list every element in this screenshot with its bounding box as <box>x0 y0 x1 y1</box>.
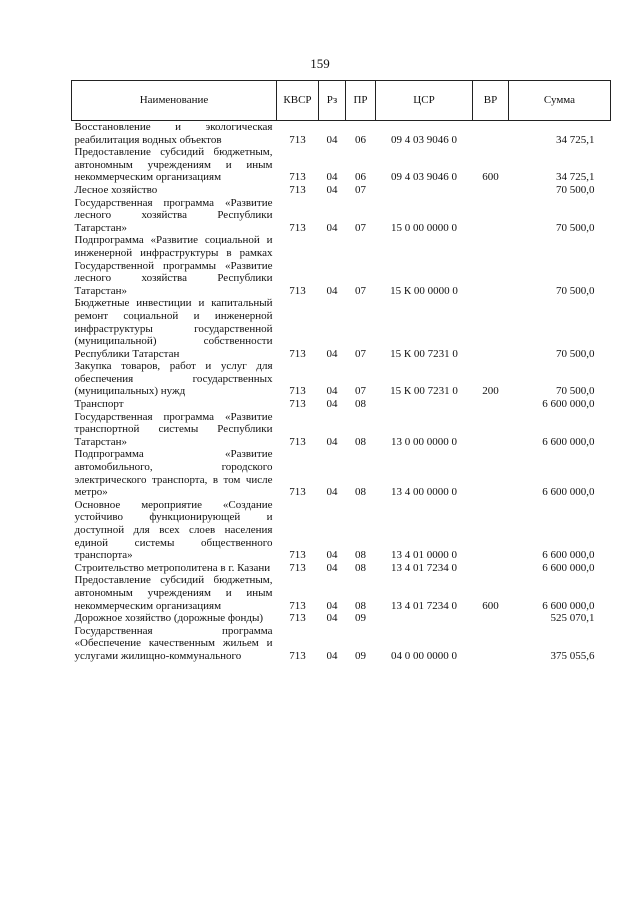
cell-pr: 08 <box>355 599 366 612</box>
cell-rz: 04 <box>326 435 338 448</box>
cell-pr: 09 <box>355 612 366 625</box>
cell-kvsr: 713 <box>289 133 306 146</box>
table-row <box>72 297 611 360</box>
cell-kvsr: 713 <box>289 398 306 411</box>
table-row <box>72 197 611 235</box>
cell-name: Лесное хозяйство <box>74 183 158 196</box>
budget-table <box>71 80 611 663</box>
cell-vr <box>473 197 509 235</box>
cell-name: Государственная программа «Развитие лесного хозяйства Республики Татарстан» <box>74 196 273 234</box>
cell-rz: 04 <box>326 171 338 184</box>
cell-kvsr: 713 <box>289 171 306 184</box>
cell-name: Подпрограмма «Развитие автомобильного, городского электрического транспорта, в том числе метро» <box>74 448 273 499</box>
cell-vr <box>473 398 509 411</box>
cell-csr: 04 0 00 0000 0 <box>391 649 457 662</box>
cell-name: Государственная программа «Развитие транспортной системы Республики Татарстан» <box>74 410 273 448</box>
table-row <box>72 234 611 297</box>
cell-pr: 07 <box>355 183 366 196</box>
cell-kvsr: 713 <box>289 599 306 612</box>
header-vr: ВР <box>473 81 509 121</box>
cell-sum: 70 500,0 <box>556 385 595 398</box>
cell-vr: 600 <box>482 599 499 612</box>
cell-name: Основное мероприятие «Создание устойчиво функционирующей и доступной для всех слоев населения единой системы общественного транспорта» <box>74 498 273 562</box>
cell-csr: 15 К 00 7231 0 <box>390 347 458 360</box>
table-row <box>72 612 611 625</box>
table-row <box>72 360 611 398</box>
cell-sum: 6 600 000,0 <box>542 486 595 499</box>
cell-name: Государственная программа «Обеспечение качественным жильем и услугами жилищно-коммунального <box>74 624 273 662</box>
header-pr: ПР <box>346 81 376 121</box>
cell-sum: 6 600 000,0 <box>542 561 595 574</box>
cell-kvsr: 713 <box>289 612 306 625</box>
header-kvsr: КВСР <box>277 81 319 121</box>
header-csr: ЦСР <box>376 81 473 121</box>
cell-sum: 525 070,1 <box>550 612 595 625</box>
cell-pr: 08 <box>355 549 366 562</box>
table-header-row <box>72 81 611 121</box>
cell-csr: 15 К 00 7231 0 <box>390 385 458 398</box>
cell-vr: 600 <box>482 171 499 184</box>
cell-vr <box>473 121 509 147</box>
cell-sum: 70 500,0 <box>556 347 595 360</box>
cell-pr: 07 <box>355 284 366 297</box>
cell-vr <box>473 562 509 575</box>
cell-sum: 6 600 000,0 <box>542 398 595 411</box>
cell-pr: 07 <box>355 385 366 398</box>
cell-csr: 13 4 01 7234 0 <box>391 599 457 612</box>
cell-vr <box>473 499 509 562</box>
table-row <box>72 499 611 562</box>
cell-pr: 08 <box>355 398 366 411</box>
cell-rz: 04 <box>326 486 338 499</box>
cell-rz: 04 <box>326 385 338 398</box>
cell-csr <box>376 612 473 625</box>
cell-csr: 13 4 01 7234 0 <box>391 561 457 574</box>
cell-csr: 13 0 00 0000 0 <box>391 435 457 448</box>
cell-vr <box>473 297 509 360</box>
cell-rz: 04 <box>326 612 338 625</box>
cell-name: Строительство метрополитена в г. Казани <box>74 561 271 574</box>
table-row <box>72 184 611 197</box>
cell-name: Предоставление субсидий бюджетным, автономным учреждениям и иным некоммерческим организациям <box>74 574 273 612</box>
cell-csr: 15 0 00 0000 0 <box>391 221 457 234</box>
cell-csr: 13 4 01 0000 0 <box>391 549 457 562</box>
cell-sum: 6 600 000,0 <box>542 599 595 612</box>
cell-vr <box>473 625 509 663</box>
table-row <box>72 448 611 498</box>
cell-kvsr: 713 <box>289 649 306 662</box>
cell-rz: 04 <box>326 599 338 612</box>
table-row <box>72 121 611 147</box>
cell-name: Дорожное хозяйство (дорожные фонды) <box>74 612 264 625</box>
cell-kvsr: 713 <box>289 549 306 562</box>
cell-rz: 04 <box>326 398 338 411</box>
table-row <box>72 574 611 612</box>
cell-name: Бюджетные инвестиции и капитальный ремонт социальной и инженерной инфраструктуры государственной (муниципальной) собственности Республики Татарстан <box>74 297 273 360</box>
cell-pr: 07 <box>355 221 366 234</box>
cell-sum: 34 725,1 <box>556 171 595 184</box>
cell-csr <box>376 398 473 411</box>
cell-csr: 09 4 03 9046 0 <box>391 171 457 184</box>
cell-pr: 07 <box>355 347 366 360</box>
cell-pr: 08 <box>355 561 366 574</box>
cell-kvsr: 713 <box>289 183 306 196</box>
cell-csr: 13 4 00 0000 0 <box>391 486 457 499</box>
cell-kvsr: 713 <box>289 221 306 234</box>
cell-sum: 34 725,1 <box>556 133 595 146</box>
cell-name: Восстановление и экологическая реабилитация водных объектов <box>74 121 273 146</box>
cell-rz: 04 <box>326 221 338 234</box>
cell-name: Закупка товаров, работ и услуг для обеспечения государственных (муниципальных) нужд <box>74 360 273 398</box>
cell-sum: 70 500,0 <box>556 183 595 196</box>
table-row <box>72 398 611 411</box>
cell-rz: 04 <box>326 284 338 297</box>
cell-sum: 375 055,6 <box>550 649 595 662</box>
table-row <box>72 625 611 663</box>
cell-kvsr: 713 <box>289 486 306 499</box>
header-sum: Сумма <box>509 81 611 121</box>
cell-pr: 09 <box>355 649 366 662</box>
cell-rz: 04 <box>326 133 338 146</box>
cell-vr <box>473 612 509 625</box>
cell-kvsr: 713 <box>289 284 306 297</box>
table-row <box>72 562 611 575</box>
cell-csr: 09 4 03 9046 0 <box>391 133 457 146</box>
page-number: 159 <box>310 56 330 71</box>
cell-kvsr: 713 <box>289 561 306 574</box>
cell-name: Транспорт <box>74 398 124 411</box>
table-row <box>72 146 611 184</box>
cell-vr <box>473 184 509 197</box>
cell-pr: 08 <box>355 435 366 448</box>
table-row <box>72 411 611 449</box>
header-name: Наименование <box>72 81 277 121</box>
cell-pr: 06 <box>355 171 366 184</box>
cell-rz: 04 <box>326 549 338 562</box>
cell-sum: 70 500,0 <box>556 221 595 234</box>
cell-sum: 6 600 000,0 <box>542 435 595 448</box>
cell-name: Подпрограмма «Развитие социальной и инженерной инфраструктуры в рамках Государственной программы «Развитие лесного хозяйства Республики Татарстан» <box>74 234 273 297</box>
cell-kvsr: 713 <box>289 347 306 360</box>
cell-sum: 70 500,0 <box>556 284 595 297</box>
cell-pr: 08 <box>355 486 366 499</box>
cell-vr <box>473 448 509 498</box>
cell-rz: 04 <box>326 183 338 196</box>
cell-vr: 200 <box>482 385 499 398</box>
cell-vr <box>473 234 509 297</box>
cell-pr: 06 <box>355 133 366 146</box>
cell-csr: 15 К 00 0000 0 <box>390 284 458 297</box>
cell-kvsr: 713 <box>289 435 306 448</box>
cell-rz: 04 <box>326 347 338 360</box>
cell-sum: 6 600 000,0 <box>542 549 595 562</box>
cell-kvsr: 713 <box>289 385 306 398</box>
cell-vr <box>473 411 509 449</box>
cell-name: Предоставление субсидий бюджетным, автономным учреждениям и иным некоммерческим организациям <box>74 146 273 184</box>
cell-rz: 04 <box>326 561 338 574</box>
cell-csr <box>376 184 473 197</box>
header-rz: Рз <box>319 81 346 121</box>
cell-rz: 04 <box>326 649 338 662</box>
